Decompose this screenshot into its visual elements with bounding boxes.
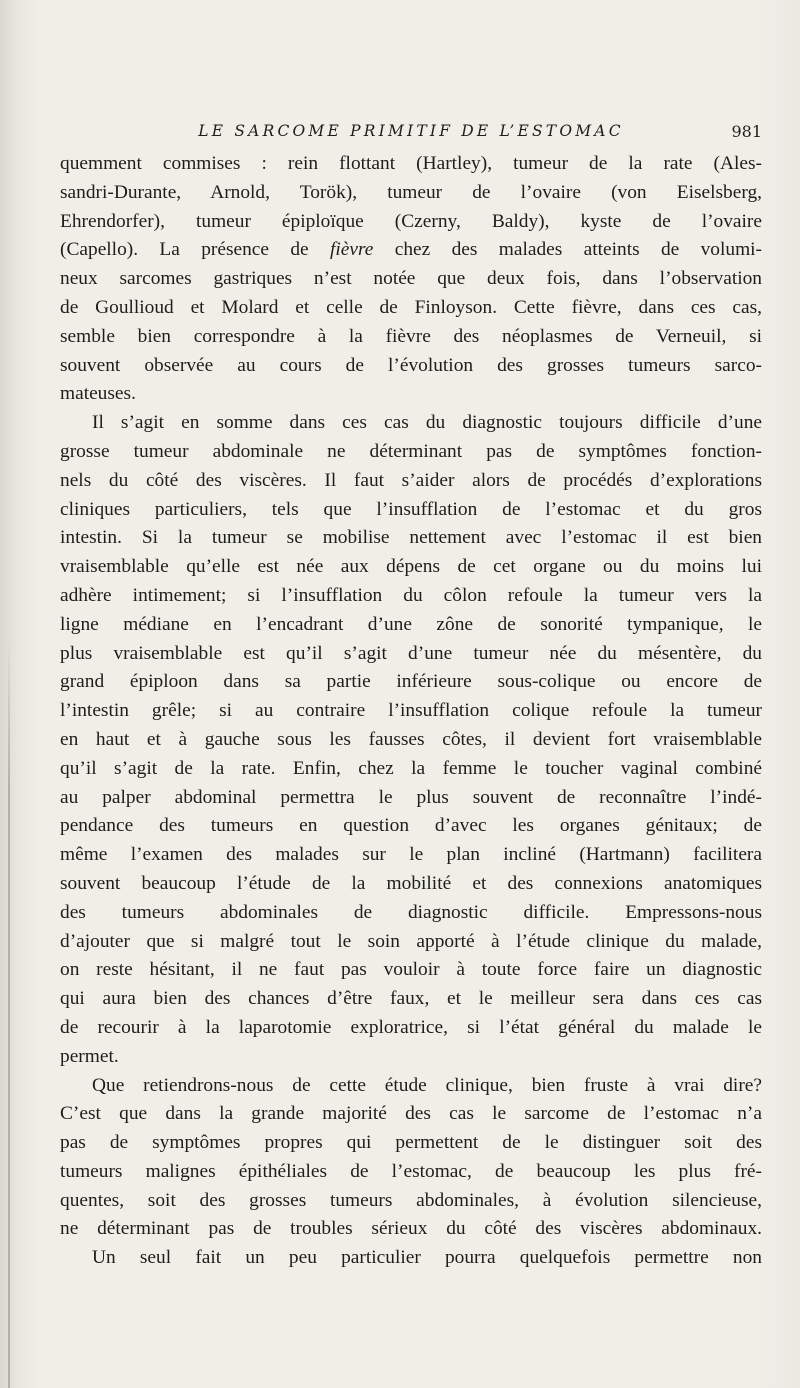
text-line: sandri-Durante, Arnold, Torök), tumeur de l’ovaire (von Eiselsberg,: [60, 181, 762, 203]
text-line: pas de symptômes propres qui permettent de le distinguer soit des: [60, 1132, 762, 1154]
text-line: pendance des tumeurs en question d’avec les organes génitaux; de: [60, 815, 762, 837]
text-line: mateuses.: [60, 383, 136, 405]
text-line: en haut et à gauche sous les fausses côtes, il devient fort vraisemblable: [60, 728, 762, 750]
text-line: même l’examen des malades sur le plan incliné (Hartmann) facilitera: [60, 844, 762, 866]
paragraph-start-line: Que retiendrons-nous de cette étude clinique, bien fruste à vrai dire?: [92, 1074, 762, 1096]
text-line: Ehrendorfer), tumeur épiploïque (Czerny, Baldy), kyste de l’ovaire: [60, 210, 762, 232]
text-line: intestin. Si la tumeur se mobilise nettement avec l’estomac il est bien: [60, 527, 762, 549]
running-head: [60, 122, 762, 144]
italic-word: fièvre: [329, 239, 374, 261]
text-line: des tumeurs abdominales de diagnostic difficile. Empressons-nous: [60, 901, 762, 923]
text-line: nels du côté des viscères. Il faut s’aider alors de procédés d’explorations: [60, 469, 762, 491]
text-line: de Goullioud et Molard et celle de Finloyson. Cette fièvre, dans ces cas,: [60, 296, 762, 318]
paragraph-start-line: Il s’agit en somme dans ces cas du diagnostic toujours difficile d’une: [92, 412, 762, 434]
body-text: [60, 150, 762, 1273]
text-line: l’intestin grêle; si au contraire l’insufflation colique refoule la tumeur: [60, 700, 762, 722]
running-title: LE SARCOME PRIMITIF DE L’ESTOMAC: [198, 122, 624, 140]
text-line: quemment commises : rein flottant (Hartley), tumeur de la rate (Ales-: [60, 153, 762, 174]
text-line: on reste hésitant, il ne faut pas vouloir à toute force faire un diagnostic: [60, 959, 762, 981]
text-line: C’est que dans la grande majorité des cas le sarcome de l’estomac n’a: [60, 1103, 762, 1125]
text-line: adhère intimement; si l’insufflation du côlon refoule la tumeur vers la: [60, 584, 762, 606]
text-line: souvent observée au cours de l’évolution des grosses tumeurs sarco-: [60, 354, 762, 376]
text-line: semble bien correspondre à la fièvre des néoplasmes de Verneuil, si: [60, 325, 762, 347]
page-gutter-shadow: [8, 640, 10, 1388]
page-number: 981: [731, 122, 762, 141]
text-line: Un seul fait un peu particulier pourra quelquefois permettre non: [92, 1247, 762, 1269]
text-line: au palper abdominal permettra le plus souvent de reconnaître l’indé-: [60, 786, 762, 808]
text-line: de recourir à la laparotomie exploratrice, si l’état général du malade le: [60, 1016, 762, 1038]
text-line: plus vraisemblable est qu’il s’agit d’une tumeur née du mésentère, du: [60, 642, 762, 664]
text-line: qui aura bien des chances d’être faux, et le meilleur sera dans ces cas: [60, 988, 762, 1010]
text-line: ne déterminant pas de troubles sérieux du côté des viscères abdominaux.: [60, 1218, 762, 1240]
text-line: [60, 236, 762, 265]
text-line: souvent beaucoup l’étude de la mobilité et des connexions anatomiques: [60, 872, 762, 894]
text-fragment: chez des malades atteints de volumi-: [373, 239, 762, 261]
text-line: grand épiploon dans sa partie inférieure sous-colique ou encore de: [60, 671, 762, 693]
text-line: grosse tumeur abdominale ne déterminant pas de symptômes fonction-: [60, 440, 762, 462]
text-line: d’ajouter que si malgré tout le soin apporté à l’étude clinique du malade,: [60, 930, 762, 952]
text-line: qu’il s’agit de la rate. Enfin, chez la femme le toucher vaginal combiné: [60, 757, 762, 779]
text-line: quentes, soit des grosses tumeurs abdominales, à évolution silencieuse,: [60, 1189, 762, 1211]
text-line: vraisemblable qu’elle est née aux dépens de cet organe ou du moins lui: [60, 556, 762, 578]
text-line: cliniques particuliers, tels que l’insufflation de l’estomac et du gros: [60, 498, 762, 520]
text-fragment: (Capello). La présence de: [60, 239, 330, 261]
text-line: neux sarcomes gastriques n’est notée que deux fois, dans l’observation: [60, 268, 762, 290]
text-line: tumeurs malignes épithéliales de l’estomac, de beaucoup les plus fré-: [60, 1160, 762, 1182]
text-line: ligne médiane en l’encadrant d’une zône de sonorité tympanique, le: [60, 613, 762, 635]
text-line: permet.: [60, 1045, 119, 1067]
